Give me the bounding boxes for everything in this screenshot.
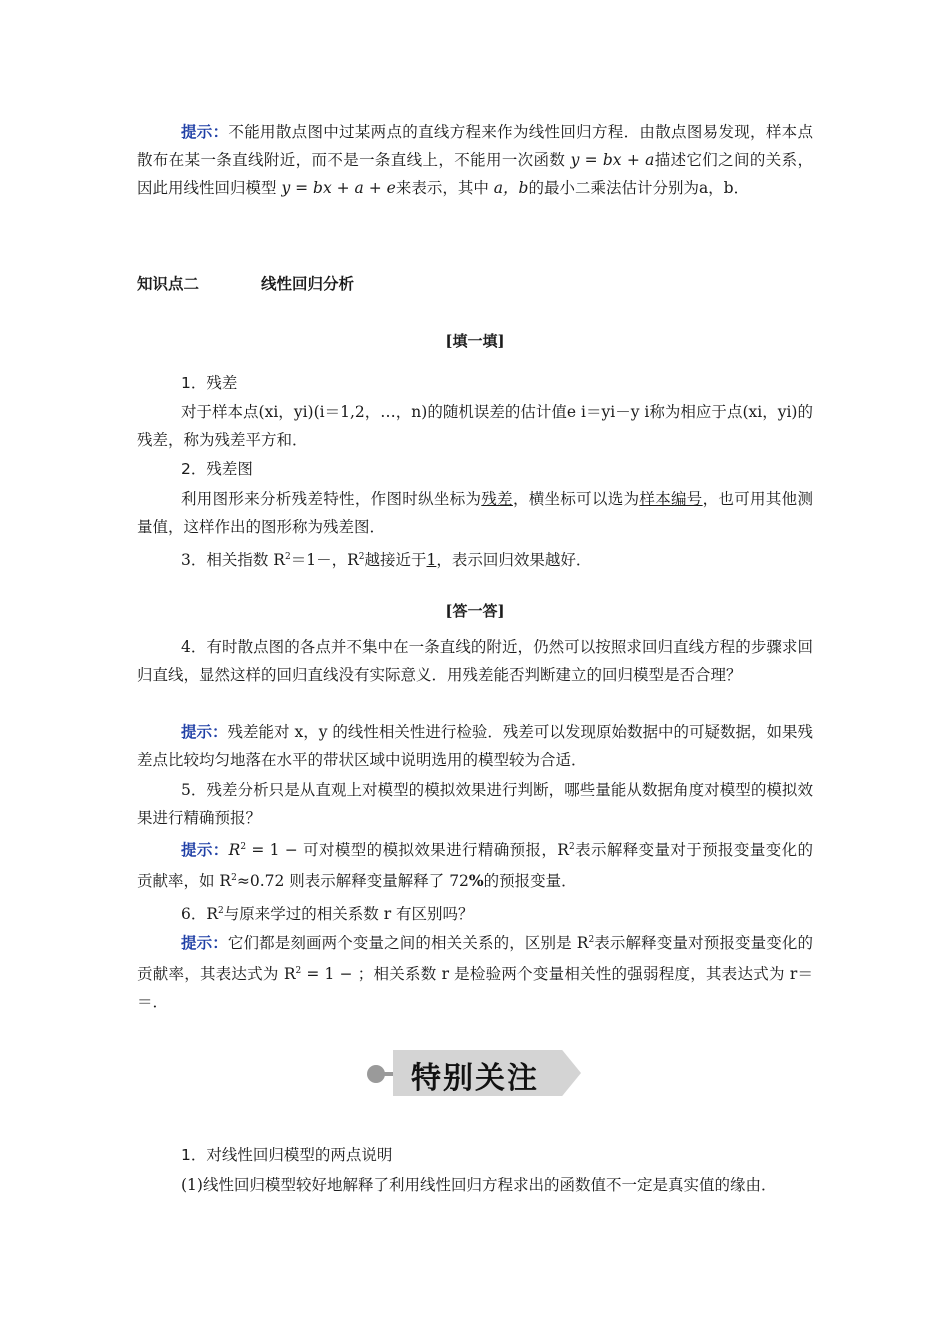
item2-title: 2．残差图 xyxy=(181,460,253,478)
banner-dot-icon xyxy=(367,1065,385,1083)
hint-paragraph-6: 提示：它们都是刻画两个变量之间的相关关系的，区别是 $R^2$表示解释变量对预报变量变化的贡献率，其表达式为 $R^2 = 1$ − ；相关系数 r 是检验两个变量相关性的强弱程度，其表达式为 r＝＝． xyxy=(137,934,813,1012)
item3-text: 3．相关指数 $R^2=1-$，$R^2$越接近于1，表示回归效果越好． xyxy=(181,551,592,570)
banner-title: 特别关注 xyxy=(411,1061,539,1096)
question-6: 6．$R^2$与原来学过的相关系数 r 有区别吗？ xyxy=(181,905,474,924)
question-5: 5．残差分析只是从直观上对模型的模拟效果进行判断，哪些量能从数据角度对模型的模拟效果进行精确预报？ xyxy=(137,781,813,827)
section-title: 线性回归分析 xyxy=(261,275,355,293)
hint-label: 提示： xyxy=(181,123,229,141)
item1-title: 1．残差 xyxy=(181,374,238,392)
hint-paragraph-4: 提示：残差能对 x，y 的线性相关性进行检验．残差可以发现原始数据中的可疑数据，如果残差点比较均匀地落在水平的带状区域中说明选用的模型较为合适． xyxy=(137,723,813,769)
answer-heading: [答一答] xyxy=(445,602,505,620)
underline-sample-number: 样本编号 xyxy=(639,490,703,508)
note1-title: 1．对线性回归模型的两点说明 xyxy=(181,1146,393,1164)
fill-heading: [填一填] xyxy=(445,332,505,350)
item1-text: 对于样本点(xi，yi)(i＝1,2，…，n)的随机误差的估计值e i＝yi－y i称为相应于点(xi，yi)的残差，称为残差平方和． xyxy=(137,403,813,449)
underline-residual: 残差 xyxy=(481,490,513,508)
question-4: 4．有时散点图的各点并不集中在一条直线的附近，仍然可以按照求回归直线方程的步骤求回归直线，显然这样的回归直线没有实际意义．用残差能否判断建立的回归模型是否合理？ xyxy=(137,638,813,684)
hint-paragraph-1: 提示：不能用散点图中过某两点的直线方程来作为线性回归方程．由散点图易发现，样本点散布在某一条直线附近，而不是一条直线上，不能用一次函数 y = bx + a描述它们之间的关系，因此用线性回归模型 y = bx + a + e来表示，其中 a，b的最小二乘法估计分别为a，b． xyxy=(137,123,813,197)
underline-one: 1 xyxy=(426,551,437,570)
special-attention-banner xyxy=(365,1048,585,1100)
note1-text: (1)线性回归模型较好地解释了利用线性回归方程求出的函数值不一定是真实值的缘由． xyxy=(181,1176,777,1194)
section-heading xyxy=(137,272,354,294)
item2-text: 利用图形来分析残差特性，作图时纵坐标为残差，横坐标可以选为样本编号，也可用其他测量值，这样作出的图形称为残差图． xyxy=(137,490,813,536)
section-label: 知识点二 xyxy=(137,275,200,293)
hint-paragraph-5: 提示：$R^2 = 1$ − 可对模型的模拟效果进行精确预报，$R^2$表示解释变量对于预报变量变化的贡献率，如 $R^2\approx 0.72$ 则表示解释变量解释了 72%的预报变量． xyxy=(137,841,813,891)
